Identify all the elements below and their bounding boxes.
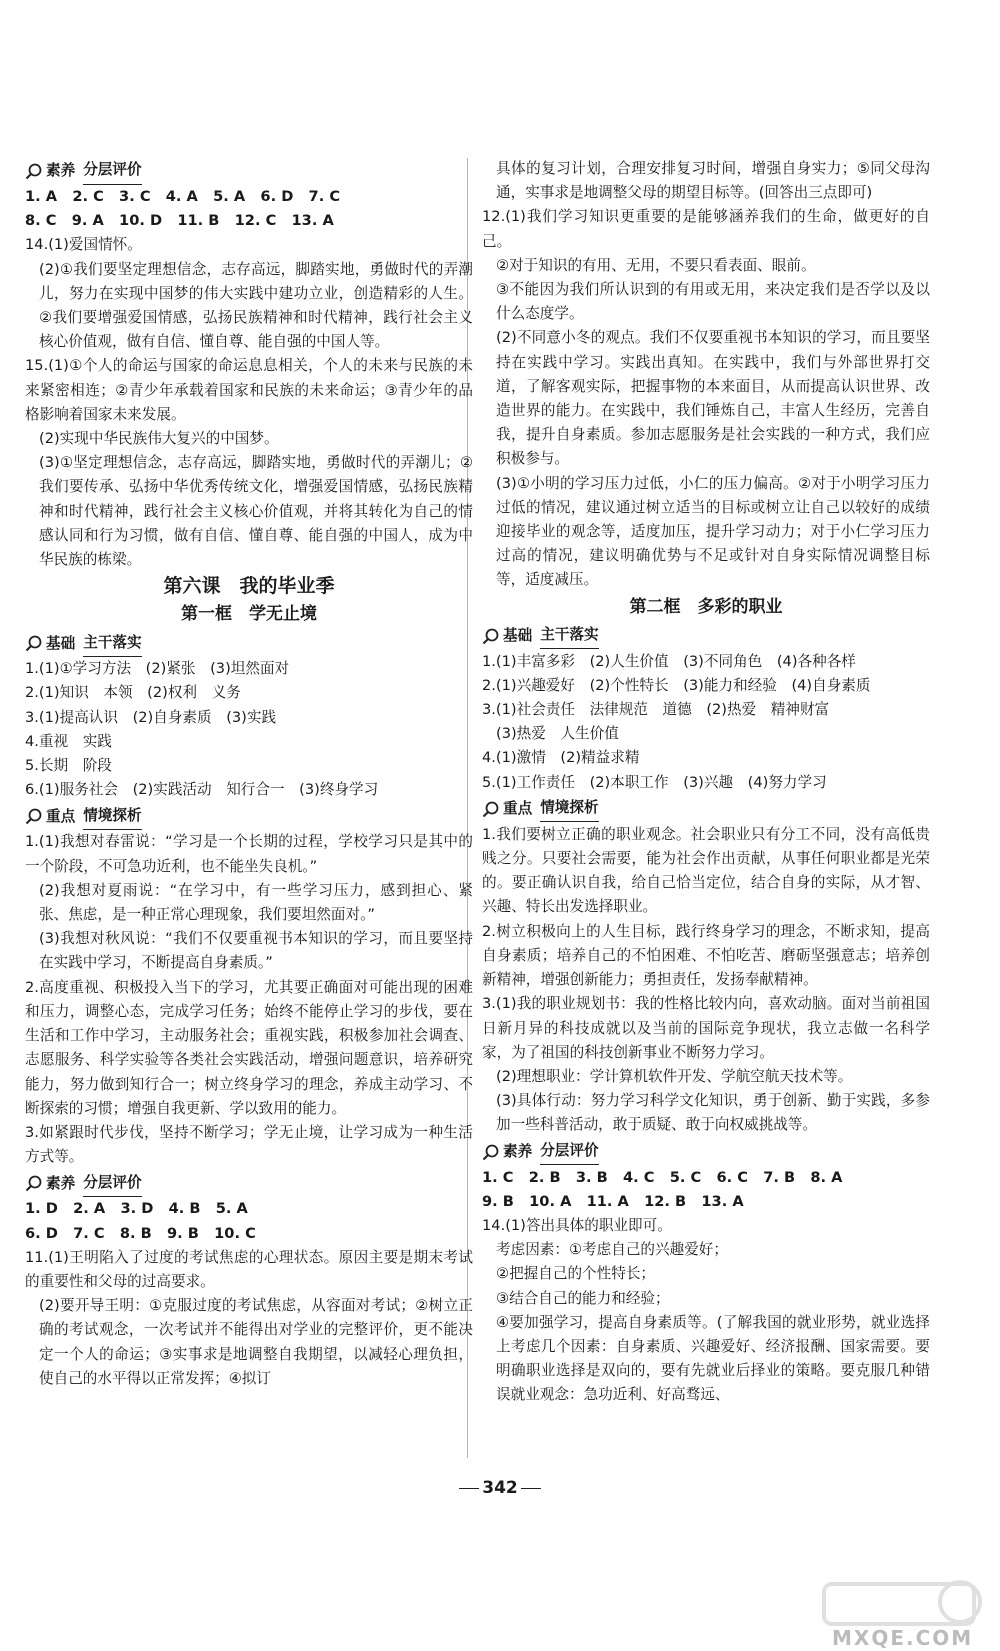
section-label: 基础 — [46, 634, 76, 652]
section-header-suyang — [25, 1171, 473, 1196]
answer-text: 2.高度重视、积极投入当下的学习，尤其要正确面对可能出现的困难和压力，调整心态，完成学习任务；始终不能停止学习的步伐，要在生活和工作中学习，主动服务社会；重视实践，积极参加社会调查、志愿服务、科学实验等各类社会实践活动，增强问题意识，培养研究能力，努力做到知行合一；树立终身学习的理念，养成主动学习、不断探索的习惯；增强自我更新、学以致用的能力。 — [25, 978, 473, 1117]
answer-row: 1. D 2. A 3. D 4. B 5. A — [25, 1200, 248, 1218]
answer-text: 6.(1)服务社会 (2)实践活动 知行合一 (3)终身学习 — [25, 781, 379, 799]
answer-text: 3.(1)我的职业规划书：我的性格比较内向，喜欢动脑。面对当前祖国日新月异的科技成就以及当前的国际竞争现状，我立志做一名科学家，为了祖国的科技创新事业不断努力学习。 — [482, 995, 930, 1061]
section-label: 素养 — [46, 1174, 76, 1192]
answer-text: 14.(1)爱国情怀。 — [25, 236, 142, 254]
answer-text: 2.(1)兴趣爱好 (2)个性特长 (3)能力和经验 (4)自身素质 — [482, 676, 871, 694]
section-label: 重点 — [503, 800, 533, 818]
section-sublabel: 主干落实 — [83, 631, 141, 657]
answer-text: 15.(1)①个人的命运与国家的命运息息相关，个人的未来与民族的未来紧密相连；②青少年承载着国家和民族的未来命运；③青少年的品格影响着国家未来发展。 — [25, 357, 473, 423]
section-sublabel: 主干落实 — [540, 623, 598, 649]
answer-text: 3.(1)提高认识 (2)自身素质 (3)实践 — [25, 708, 277, 726]
section-label: 素养 — [503, 1142, 533, 1160]
answer-text: 2.(1)知识 本领 (2)权利 义务 — [25, 684, 241, 702]
answer-text: 3.如紧跟时代步伐，坚持不断学习；学无止境，让学习成为一种生活方式等。 — [25, 1123, 473, 1166]
answer-text: 1.我们要树立正确的职业观念。社会职业只有分工不同，没有高低贵贱之分。只要社会需要，能为社会作出贡献，从事任何职业都是光荣的。要正确认识自我，给自己恰当定位，结合自身的实际，从才智、兴趣、特长出发选择职业。 — [482, 825, 930, 916]
section-sublabel: 情境探析 — [83, 804, 141, 830]
page-number-dash — [521, 1488, 541, 1489]
answer-text: 5.长期 阶段 — [25, 757, 112, 775]
section-sublabel: 分层评价 — [83, 158, 141, 184]
magnifier-icon — [482, 1144, 500, 1161]
magnifier-icon — [25, 808, 43, 825]
answer-text: ②把握自己的个性特长； — [496, 1265, 656, 1283]
lesson-title: 第六课 我的毕业季 — [163, 575, 335, 598]
answer-text: ④要加强学习，提高自身素质等。(了解我国的就业形势，就业选择上考虑几个因素：自身素质、兴趣爱好、经济报酬、国家需要。要明确职业选择是双向的，要有先就业后择业的策略。要克服几种错误就业观念：急功近利、好高骛远、 — [496, 1313, 930, 1404]
answer-text: (2)理想职业：学计算机软件开发、学航空航天技术等。 — [496, 1067, 853, 1085]
answer-text: 2.树立积极向上的人生目标，践行终身学习的理念，不断求知，提高自身素质；培养自己的不怕困难、不怕吃苦、磨砺坚强意志；培养创新精神，增强创新能力；勇担责任，发扬奉献精神。 — [482, 922, 930, 989]
watermark-text: MXQE.COM — [832, 1626, 974, 1650]
section-header-suyang — [25, 159, 473, 184]
right-column — [482, 157, 930, 1408]
section-header-jichu — [482, 624, 930, 649]
section-sublabel: 分层评价 — [540, 1139, 598, 1165]
answer-text: (2)不同意小冬的观点。我们不仅要重视书本知识的学习，而且要坚持在实践中学习。实践出真知。在实践中，我们与外部世界打交道，了解客观实际，把握事物的本来面目，从而提高认识世界、改造世界的能力。在实践中，我们锤炼自己，丰富人生经历，完善自我，提升自身素质。参加志愿服务是社会实践的一种方式，我们应积极参与。 — [496, 329, 930, 468]
answer-text: (2)我想对夏雨说：“在学习中，有一些学习压力，感到担心、紧张、焦虑，是一种正常心理现象，我们要坦然面对。” — [39, 881, 473, 924]
magnifier-icon — [25, 1175, 43, 1192]
answer-row: 6. D 7. C 8. B 9. B 10. C — [25, 1224, 256, 1242]
answer-text: 12.(1)我们学习知识更重要的是能够涵养我们的生命，做更好的自己。 — [482, 208, 930, 250]
answer-text: 1.(1)丰富多彩 (2)人生价值 (3)不同角色 (4)各种各样 — [482, 652, 856, 670]
answer-text: 5.(1)工作责任 (2)本职工作 (3)兴趣 (4)努力学习 — [482, 773, 827, 791]
answer-text: ③结合自己的能力和经验； — [496, 1289, 670, 1307]
answer-text: 14.(1)答出具体的职业即可。 — [482, 1216, 672, 1234]
answer-text: (3)热爱 人生价值 — [496, 725, 619, 743]
magnifier-icon — [482, 628, 500, 645]
answer-row: 8. C 9. A 10. D 11. B 12. C 13. A — [25, 212, 334, 230]
answer-text: 4.重视 实践 — [25, 732, 112, 750]
answer-text: (3)①小明的学习压力过低，小仁的压力偏高。②对于小明学习压力过低的情况，建议通过树立适当的目标或树立让自己以较好的成绩迎接毕业的观念等，适度加压，提升学习动力；对于小仁学习压力过高的情况，建议明确优势与不足或针对自身实际情况调整目标等，适度减压。 — [496, 474, 930, 589]
answer-text: ②对于知识的有用、无用，不要只看表面、眼前。 — [496, 256, 816, 274]
answer-text: (2)要开导王明：①克服过度的考试焦虑，从容面对考试；②树立正确的考试观念，一次考试并不能得出对学业的完整评价，更不能决定一个人的命运；③实事求是地调整自我期望，以减轻心理负担，使自己的水平得以正常发挥；④拟订 — [39, 1297, 473, 1387]
magnifier-icon — [25, 635, 43, 652]
magnifier-icon — [25, 163, 43, 180]
answer-text: 具体的复习计划，合理安排复习时间，增强自身实力；⑤同父母沟通，实事求是地调整父母的期望目标等。(回答出三点即可) — [496, 160, 930, 202]
page-number-dash — [459, 1488, 479, 1489]
section-sublabel: 情境探析 — [540, 796, 598, 822]
magnifier-icon — [482, 801, 500, 818]
answer-text: (3)具体行动：努力学习科学文化知识，勇于创新、勤于实践，多参加一些科普活动，敢于质疑、敢于向权威挑战等。 — [496, 1092, 930, 1134]
section-header-zhongdian — [25, 804, 473, 829]
answer-text: 3.(1)社会责任 法律规范 道德 (2)热爱 精神财富 — [482, 701, 830, 719]
answer-text: (3)我想对秋风说：“我们不仅要重视书本知识的学习，而且要坚持在实践中学习，不断提高自身素质。” — [39, 930, 473, 972]
left-column — [25, 157, 473, 1391]
frame-title: 第一框 学无止境 — [181, 604, 317, 625]
answer-row: 1. A 2. C 3. C 4. A 5. A 6. D 7. C — [25, 188, 341, 205]
page-number-value: 342 — [482, 1478, 518, 1498]
section-header-zhongdian — [482, 797, 930, 822]
answer-text: 1.(1)①学习方法 (2)紧张 (3)坦然面对 — [25, 660, 290, 678]
answer-row: 9. B 10. A 11. A 12. B 13. A — [482, 1192, 744, 1210]
section-label: 基础 — [503, 627, 533, 645]
answer-text: 1.(1)我想对春雷说：“学习是一个长期的过程，学校学习只是其中的一个阶段，不可急功近利，也不能坐失良机。” — [25, 833, 473, 875]
answer-text: (2)实现中华民族伟大复兴的中国梦。 — [39, 430, 279, 448]
answer-text: 11.(1)王明陷入了过度的考试焦虑的心理状态。原因主要是期末考试的重要性和父母的过高要求。 — [25, 1248, 473, 1290]
section-header-suyang — [482, 1140, 930, 1165]
answer-row: 1. C 2. B 3. B 4. C 5. C 6. C 7. B 8. A — [482, 1168, 843, 1186]
answer-text: ③不能因为我们所认识到的有用或无用，来决定我们是否学以及以什么态度学。 — [496, 281, 930, 323]
page-number — [0, 1478, 1000, 1498]
answer-text: (3)①坚定理想信念，志存高远，脚踏实地，勇做时代的弄潮儿；②我们要传承、弘扬中华优秀传统文化，增强爱国情感，弘扬民族精神和时代精神，践行社会主义核心价值观，并将其转化为自己的情感认同和行为习惯，做有自信、懂自尊、能自强的中国人，成为中华民族的栋梁。 — [39, 454, 473, 569]
section-header-jichu — [25, 631, 473, 656]
answer-text: (2)①我们要坚定理想信念，志存高远，脚踏实地，勇做时代的弄潮儿，努力在实现中国梦的伟大实践中建功立业，创造精彩的人生。②我们要增强爱国情感，弘扬民族精神和时代精神，践行社会主义核心价值观，做有自信、懂自尊、能自强的中国人等。 — [39, 260, 473, 351]
section-sublabel: 分层评价 — [83, 1171, 141, 1197]
frame-title: 第二框 多彩的职业 — [629, 596, 783, 617]
answer-text: 4.(1)激情 (2)精益求精 — [482, 749, 640, 767]
section-label: 素养 — [46, 162, 76, 180]
answer-text: 考虑因素：①考虑自己的兴趣爱好； — [496, 1241, 728, 1259]
section-label: 重点 — [46, 807, 76, 825]
